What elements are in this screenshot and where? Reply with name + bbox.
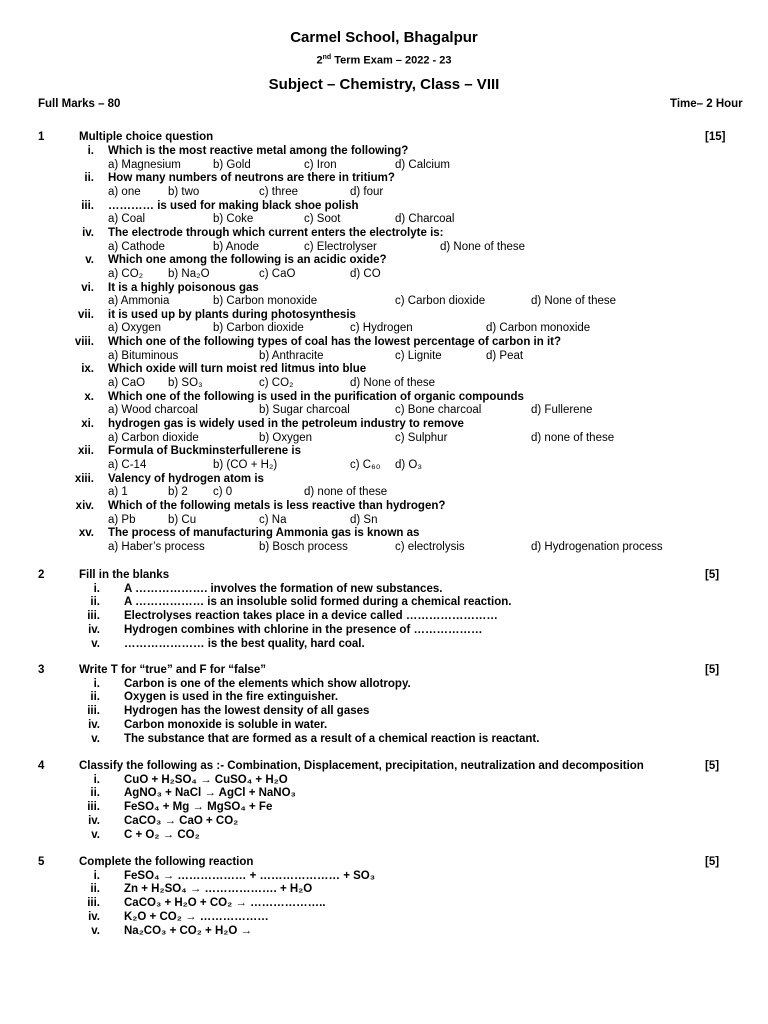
item-number: iv. <box>88 910 100 923</box>
item-number: i. <box>93 677 100 690</box>
item-number: iii. <box>81 199 94 212</box>
answer-option: c) Iron <box>304 158 337 171</box>
item-text: CuO + H₂SO₄ → CuSO₄ + H₂O <box>124 773 288 786</box>
item-number: xv. <box>78 527 94 540</box>
question-marks: [5] <box>705 760 720 772</box>
question-text: Which one of the following is used in the purification of organic compounds <box>108 390 524 403</box>
question-marks: [5] <box>705 856 720 868</box>
answer-option: d) none of these <box>304 486 388 499</box>
answer-option: c) three <box>259 185 298 198</box>
answer-option: b) Bosch process <box>259 540 348 553</box>
item-text: Oxygen is used in the fire extinguisher. <box>124 691 339 704</box>
answer-option: d) Sn <box>350 513 378 526</box>
answer-option: c) Hydrogen <box>350 322 413 335</box>
item-number: v. <box>91 828 100 841</box>
question-title: Multiple choice question <box>79 131 214 143</box>
answer-option: b) Anode <box>213 240 260 253</box>
item-text: Hydrogen has the lowest density of all gases <box>124 705 370 718</box>
answer-option: d) None of these <box>350 377 436 389</box>
answer-option: d) None of these <box>531 295 617 308</box>
answer-option: d) none of these <box>531 431 615 444</box>
answer-option: a) Oxygen <box>108 322 162 335</box>
answer-option: c) electrolysis <box>395 540 465 553</box>
item-number: i. <box>93 773 100 786</box>
item-number: ii. <box>90 691 100 704</box>
answer-option: a) Haber’s process <box>108 540 205 553</box>
answer-option: b) Oxygen <box>259 431 313 444</box>
item-number: iii. <box>87 610 100 623</box>
question-text: How many numbers of neutrons are there in tritium? <box>108 172 395 185</box>
answer-option: d) four <box>350 185 384 198</box>
question-title: Classify the following as :- Combination, Displacement, precipitation, neutralization and decomposition <box>79 760 644 772</box>
subject-title: Subject – Chemistry, Class – VIII <box>268 76 500 93</box>
answer-option: b) 2 <box>168 486 188 499</box>
answer-option: c) Na <box>259 513 287 526</box>
answer-option: c) 0 <box>213 486 233 499</box>
item-number: i. <box>93 869 100 882</box>
item-number: xiii. <box>74 472 94 485</box>
item-number: x. <box>84 390 94 403</box>
term-rest: Term Exam – 2022 - 23 <box>331 54 452 67</box>
question-marks: [5] <box>705 569 720 581</box>
item-number: v. <box>91 637 100 650</box>
answer-option: d) CO <box>350 267 381 280</box>
question-text: Which oxide will turn moist red litmus into blue <box>108 363 367 376</box>
time-allowed: Time– 2 Hour <box>670 98 743 110</box>
answer-option: b) Sugar charcoal <box>259 404 350 417</box>
item-text: Zn + H₂SO₄ → ………………. + H₂O <box>124 883 313 896</box>
item-number: ii. <box>90 787 100 800</box>
question-marks: [5] <box>705 664 720 676</box>
school-name: Carmel School, Bhagalpur <box>290 29 478 46</box>
answer-option: a) one <box>108 185 141 198</box>
answer-option: d) None of these <box>440 240 526 253</box>
item-number: i. <box>93 582 100 595</box>
answer-option: a) 1 <box>108 486 128 499</box>
answer-option: c) Bone charcoal <box>395 404 482 417</box>
item-number: iii. <box>87 897 100 910</box>
answer-option: c) CO₂ <box>259 377 294 389</box>
question-title: Write T for “true” and F for “false” <box>79 664 266 676</box>
item-number: vii. <box>78 308 94 321</box>
question-text: The process of manufacturing Ammonia gas is known as <box>108 527 420 540</box>
answer-option: a) Magnesium <box>108 158 181 171</box>
question-title: Fill in the blanks <box>79 569 170 581</box>
item-number: iv. <box>88 623 100 636</box>
item-number: ii. <box>90 596 100 609</box>
answer-option: b) two <box>168 185 200 198</box>
answer-option: b) Na₂O <box>168 267 210 280</box>
question-text: The electrode through which current enters the electrolyte is: <box>108 226 444 239</box>
question-number: 1 <box>38 131 45 143</box>
question-number: 5 <box>38 856 45 868</box>
item-number: ix. <box>81 363 94 376</box>
item-number: xiv. <box>75 499 94 512</box>
answer-option: b) SO₃ <box>168 377 203 389</box>
question-number: 3 <box>38 664 45 676</box>
answer-option: b) Anthracite <box>259 349 324 362</box>
question-text: Which is the most reactive metal among the following? <box>108 145 409 157</box>
answer-option: a) Cathode <box>108 240 165 253</box>
question-text: Formula of Buckminsterfullerene is <box>108 445 301 458</box>
item-text: CaCO₃ + H₂O + CO₂ → ……………….. <box>124 897 326 910</box>
question-title: Complete the following reaction <box>79 856 254 868</box>
answer-option: c) C₆₀ <box>350 458 381 471</box>
item-number: viii. <box>74 336 94 349</box>
item-number: v. <box>85 254 94 267</box>
question-text: Which of the following metals is less reactive than hydrogen? <box>108 499 446 512</box>
answer-option: d) Peat <box>486 349 524 362</box>
answer-option: a) CaO <box>108 377 146 389</box>
item-text: ………………… is the best quality, hard coal. <box>124 637 365 650</box>
answer-option: c) CaO <box>259 267 296 280</box>
item-text: Electrolyses reaction takes place in a device called …………………… <box>124 610 498 623</box>
answer-option: d) Fullerene <box>531 404 593 417</box>
item-text: A ………………. involves the formation of new substances. <box>124 582 443 595</box>
full-marks: Full Marks – 80 <box>38 98 121 110</box>
answer-option: d) Hydrogenation process <box>531 540 663 553</box>
item-number: ii. <box>84 172 94 185</box>
item-number: xi. <box>81 418 94 430</box>
answer-option: d) Carbon monoxide <box>486 322 591 335</box>
item-number: iii. <box>87 705 100 718</box>
answer-option: c) Sulphur <box>395 431 448 444</box>
item-text: The substance that are formed as a result of a chemical reaction is reactant. <box>124 732 540 745</box>
item-number: iv. <box>88 814 100 827</box>
item-number: v. <box>91 732 100 745</box>
answer-option: b) Cu <box>168 513 197 526</box>
item-number: iv. <box>88 718 100 731</box>
answer-option: c) Soot <box>304 213 341 226</box>
item-text: C + O₂ → CO₂ <box>124 828 200 841</box>
item-text: K₂O + CO₂ → ……………… <box>124 910 269 923</box>
answer-option: b) Gold <box>213 158 251 171</box>
item-number: iii. <box>87 801 100 814</box>
answer-option: a) Ammonia <box>108 295 170 308</box>
item-text: A ……………… is an insoluble solid formed during a chemical reaction. <box>124 596 512 609</box>
answer-option: a) Coal <box>108 213 146 226</box>
answer-option: b) Carbon dioxide <box>213 322 304 335</box>
question-text: ………… is used for making black shoe polish <box>108 199 359 212</box>
answer-option: a) Pb <box>108 513 136 526</box>
question-text: Which one among the following is an acidic oxide? <box>108 254 387 267</box>
item-text: Na₂CO₃ + CO₂ + H₂O → <box>124 924 253 937</box>
answer-option: a) C-14 <box>108 458 147 471</box>
answer-option: c) Carbon dioxide <box>395 295 486 308</box>
item-number: xii. <box>78 445 94 458</box>
answer-option: b) Coke <box>213 213 254 226</box>
item-number: iv. <box>82 226 94 239</box>
question-text: it is used up by plants during photosynthesis <box>108 308 356 321</box>
answer-option: a) Wood charcoal <box>108 404 198 417</box>
question-text: It is a highly poisonous gas <box>108 281 259 294</box>
answer-option: d) Charcoal <box>395 213 455 226</box>
answer-option: c) Lignite <box>395 349 442 362</box>
item-text: Hydrogen combines with chlorine in the presence of ……………… <box>124 623 483 636</box>
answer-option: a) Carbon dioxide <box>108 431 199 444</box>
answer-option: b) (CO + H₂) <box>213 458 278 471</box>
answer-option: d) Calcium <box>395 158 450 171</box>
item-text: FeSO₄ → ……………… + ………………… + SO₃ <box>124 869 376 882</box>
item-text: CaCO₃ → CaO + CO₂ <box>124 814 239 827</box>
item-number: i. <box>87 145 94 157</box>
question-marks: [15] <box>705 131 726 143</box>
item-number: v. <box>91 924 100 937</box>
term-number: 2 <box>316 54 323 67</box>
item-text: FeSO₄ + Mg → MgSO₄ + Fe <box>124 801 273 814</box>
term-title <box>0 54 768 67</box>
answer-option: b) Carbon monoxide <box>213 295 318 308</box>
item-text: AgNO₃ + NaCl → AgCl + NaNO₃ <box>124 787 296 800</box>
question-number: 2 <box>38 569 45 581</box>
question-text: Valency of hydrogen atom is <box>108 472 264 485</box>
term-superscript: nd <box>322 54 332 61</box>
answer-option: a) CO₂ <box>108 267 144 280</box>
answer-option: d) O₃ <box>395 458 423 471</box>
item-text: Carbon monoxide is soluble in water. <box>124 718 328 731</box>
question-text: hydrogen gas is widely used in the petroleum industry to remove <box>108 418 464 430</box>
answer-option: c) Electrolyser <box>304 240 377 253</box>
item-number: vi. <box>81 281 94 294</box>
question-number: 4 <box>38 760 45 772</box>
answer-option: a) Bituminous <box>108 349 179 362</box>
item-text: Carbon is one of the elements which show allotropy. <box>124 677 411 690</box>
question-text: Which one of the following types of coal has the lowest percentage of carbon in it? <box>108 336 562 349</box>
item-number: ii. <box>90 883 100 896</box>
